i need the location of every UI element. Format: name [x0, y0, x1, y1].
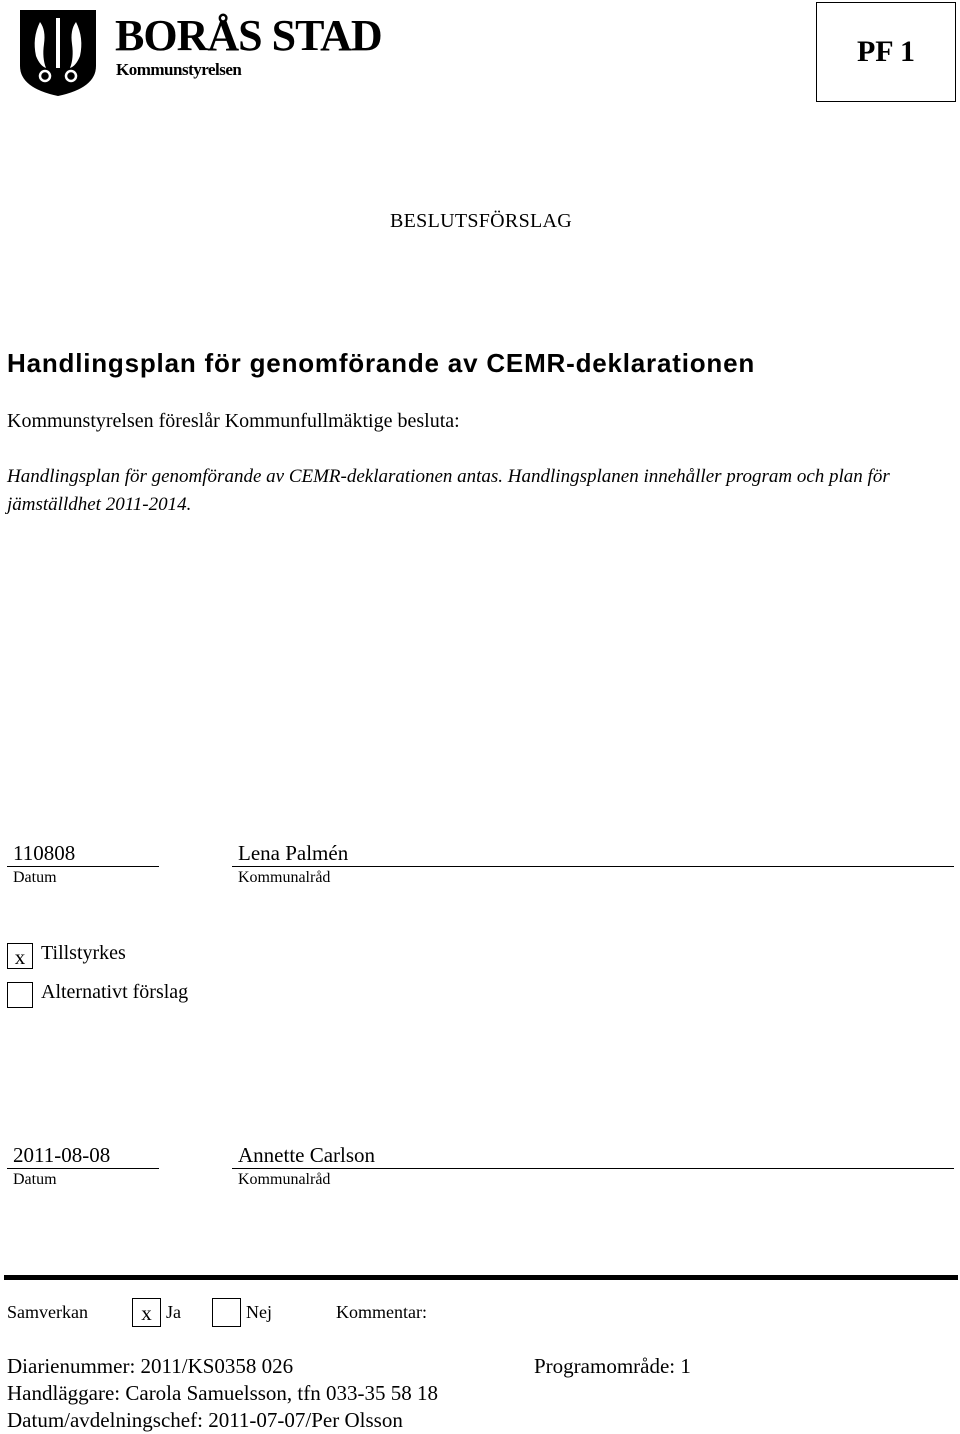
- org-name: BORÅS STAD: [115, 11, 382, 60]
- signature-1-name: Lena Palmén: [238, 841, 349, 865]
- intro-text: Kommunstyrelsen föreslår Kommunfullmäktige besluta:: [7, 410, 460, 432]
- org-unit: Kommunstyrelsen: [116, 60, 242, 79]
- signature-2-role-label: Kommunalråd: [238, 1171, 331, 1188]
- signature-2-date-label: Datum: [13, 1171, 57, 1188]
- section-divider: [4, 1275, 958, 1280]
- document-code: PF 1: [856, 35, 916, 68]
- signature-2-name: Annette Carlson: [238, 1143, 376, 1167]
- coat-of-arms-icon: [18, 8, 98, 98]
- signature-1-date-line: [7, 866, 159, 867]
- signature-2-date: 2011-08-08: [13, 1143, 111, 1167]
- cooperation-yes-checkbox[interactable]: [132, 1298, 161, 1327]
- cooperation-no-label: Nej: [246, 1302, 272, 1322]
- program-area: Programområde: 1: [534, 1354, 691, 1378]
- signature-1-name-line: [232, 866, 954, 867]
- approve-checkbox[interactable]: [7, 943, 33, 969]
- signature-2-name-line: [232, 1168, 954, 1169]
- cooperation-no-checkbox[interactable]: [212, 1298, 241, 1327]
- decision-text: [7, 463, 937, 519]
- cooperation-yes-mark: x: [141, 1301, 152, 1325]
- page-title: Handlingsplan för genomförande av CEMR-deklarationen: [7, 348, 756, 378]
- case-handler: Handläggare: Carola Samuelsson, tfn 033-35 58 18: [7, 1381, 438, 1405]
- signature-2-date-line: [7, 1168, 159, 1169]
- cooperation-yes-label: Ja: [166, 1302, 181, 1322]
- approve-label: Tillstyrkes: [41, 942, 126, 964]
- department-head: Datum/avdelningschef: 2011-07-07/Per Olsson: [7, 1408, 403, 1432]
- document-code-box: [816, 2, 956, 102]
- decision-line-2: jämställdhet 2011-2014.: [7, 494, 192, 515]
- signature-1-role-label: Kommunalråd: [238, 869, 331, 886]
- alternative-label: Alternativt förslag: [41, 981, 189, 1003]
- approve-check-mark: x: [14, 945, 26, 969]
- comment-label: Kommentar:: [336, 1302, 427, 1322]
- alternative-checkbox[interactable]: [7, 982, 33, 1008]
- cooperation-label: Samverkan: [7, 1302, 88, 1322]
- signature-1-date: 110808: [13, 841, 76, 865]
- signature-1-date-label: Datum: [13, 869, 57, 886]
- document-type: BESLUTSFÖRSLAG: [389, 210, 572, 232]
- diary-number: Diarienummer: 2011/KS0358 026: [7, 1354, 294, 1378]
- decision-line-1: Handlingsplan för genomförande av CEMR-deklarationen antas. Handlingsplanen innehåller program och plan för: [7, 466, 890, 487]
